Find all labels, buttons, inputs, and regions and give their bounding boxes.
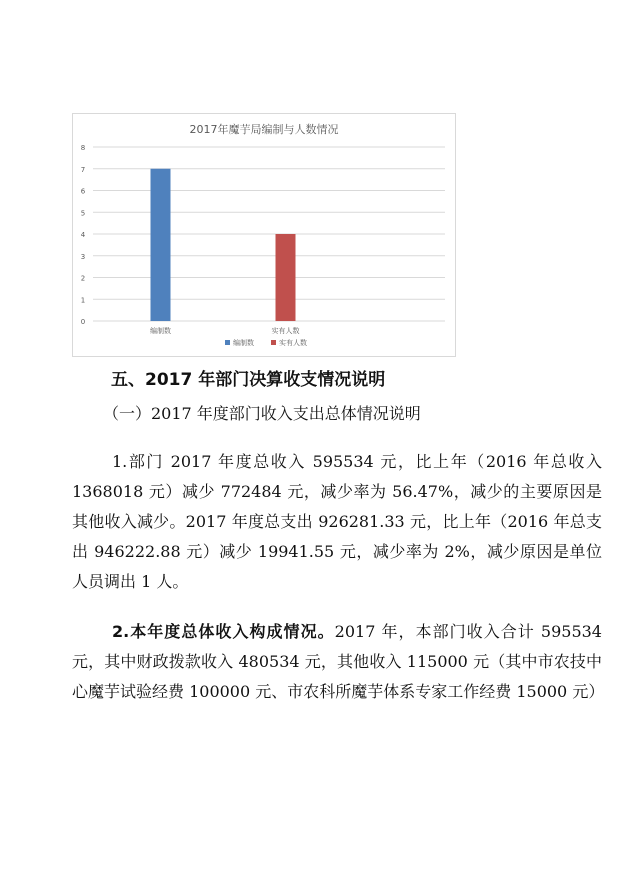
y-tick-label: 5 [80, 209, 86, 218]
y-tick-label: 7 [80, 165, 86, 174]
paragraph-lead: 2.本年度总体收入构成情况。 [112, 622, 335, 641]
staffing-chart [72, 113, 456, 357]
legend-label: 编制数 [233, 339, 254, 347]
paragraph-body: 2017 年，本部门收入合计 595534 元，其中财政拨款收入 480534 元，其他收入 115000 元（其中市农技中心魔芋试验经费 100000 元、市农科所魔芋体系专家工作经费 15000 元） [72, 622, 605, 701]
legend-swatch [271, 340, 276, 345]
paragraph-income-composition [72, 617, 605, 707]
chart-title: 2017年魔芋局编制与人数情况 [189, 123, 339, 136]
y-tick-label: 4 [80, 231, 86, 239]
y-tick-label: 3 [80, 252, 86, 261]
y-tick-label: 6 [80, 187, 86, 196]
x-tick-label: 实有人数 [271, 327, 300, 335]
paragraph-total-income-expense: 1.部门 2017 年度总收入 595534 元，比上年（2016 年总收入 1368018 元）减少 772484 元，减少率为 56.47%，减少的主要原因是其他收入减少。2017 年度总支出 926281.33 元，比上年（2016 年总支出 946222.88 元）减少 19941.55 元，减少率为 2%，减少原因是单位人员调出 1 人。 [72, 452, 602, 591]
section-subheading: （一）2017 年度部门收入支出总体情况说明 [103, 404, 421, 423]
y-tick-label: 8 [80, 144, 86, 152]
bar-实有人数 [276, 234, 296, 321]
y-tick-label: 1 [80, 296, 86, 305]
legend-label: 实有人数 [279, 339, 307, 347]
y-tick-label: 2 [80, 274, 86, 283]
legend-swatch [225, 340, 230, 345]
chart-canvas [73, 114, 455, 356]
section-heading: 五、2017 年部门决算收支情况说明 [111, 370, 386, 390]
x-tick-label: 编制数 [150, 327, 171, 335]
y-tick-label: 0 [80, 318, 86, 326]
bar-编制数 [151, 169, 171, 321]
